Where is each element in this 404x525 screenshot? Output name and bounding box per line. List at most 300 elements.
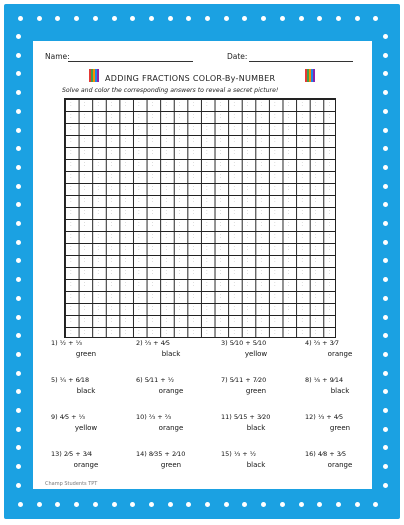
grid-cell-mark: · · <box>274 328 276 335</box>
color-by-number-grid[interactable] <box>64 98 336 338</box>
grid-cell-mark: · · <box>178 232 181 239</box>
grid-cell-mark: · · <box>233 184 235 191</box>
grid-cell-mark: · · <box>70 208 72 215</box>
grid-cell-mark: · · <box>328 232 331 239</box>
grid-cell-mark: · · <box>110 148 113 155</box>
grid-cell-mark: · · <box>110 112 113 119</box>
grid-cell-mark: · · <box>314 184 317 191</box>
problem-16 <box>305 450 375 469</box>
grid-cell-mark: · · <box>124 244 127 251</box>
grid-cell-mark: · · <box>314 136 317 143</box>
grid-cell-mark: · · <box>83 196 86 203</box>
grid-cell-mark: · · <box>206 208 208 215</box>
grid-cell-mark: · · <box>260 100 263 107</box>
problem-question: 15) ⅓ + ½ <box>221 450 257 458</box>
grid-cell-mark: · · <box>70 304 72 311</box>
grid-cell-mark: · · <box>246 208 249 215</box>
grid-cell-mark: · · <box>70 232 72 239</box>
grid-cell-mark: · · <box>97 208 99 215</box>
grid-cell-mark: · · <box>260 112 263 119</box>
border-dot <box>16 34 21 39</box>
grid-cell-mark: · · <box>274 244 276 251</box>
border-dot <box>299 16 304 21</box>
grid-cell-mark: · · <box>301 172 303 179</box>
grid-cell-mark: · · <box>301 112 303 119</box>
problem-question: 4) ⅔ + 3⁄7 <box>305 339 339 347</box>
grid-cell-mark: · · <box>151 196 154 203</box>
border-dot <box>383 165 388 170</box>
border-dot <box>16 90 21 95</box>
grid-cell-mark: · · <box>83 292 86 299</box>
grid-cell-mark: · · <box>110 304 113 311</box>
grid-cell-mark: · · <box>165 184 167 191</box>
grid-cell-mark: · · <box>83 172 86 179</box>
grid-cell-mark: · · <box>138 268 140 275</box>
grid-cell-mark: · · <box>301 304 303 311</box>
problem-color: black <box>76 387 96 395</box>
title-bar <box>33 66 372 84</box>
grid-cell-mark: · · <box>328 220 331 227</box>
grid-cell-mark: · · <box>260 160 263 167</box>
problem-question: 7) 5⁄11 + 7⁄20 <box>221 376 267 384</box>
grid-cell-mark: · · <box>301 124 303 131</box>
grid-cell-mark: · · <box>165 148 167 155</box>
border-dot <box>16 53 21 58</box>
grid-cell-mark: · · <box>110 208 113 215</box>
grid-cell-mark: · · <box>192 220 195 227</box>
grid-cell-mark: · · <box>274 112 276 119</box>
grid-cell-mark: · · <box>165 268 167 275</box>
grid-cell-mark: · · <box>301 280 303 287</box>
grid-cell-mark: · · <box>70 148 72 155</box>
grid-cell-mark: · · <box>219 148 222 155</box>
grid-cell-mark: · · <box>274 280 276 287</box>
grid-cell-mark: · · <box>233 172 235 179</box>
problem-color: green <box>75 350 97 358</box>
grid-cell-mark: · · <box>206 196 208 203</box>
grid-cell-mark: · · <box>260 196 263 203</box>
grid-cell-mark: · · <box>287 208 290 215</box>
grid-cell-mark: · · <box>314 160 317 167</box>
border-dot <box>16 445 21 450</box>
grid-cell-mark: · · <box>274 184 276 191</box>
grid-cell-mark: · · <box>328 124 331 131</box>
grid-cell-mark: · · <box>151 292 154 299</box>
date-line[interactable] <box>249 61 353 62</box>
grid-cell-mark: · · <box>138 220 140 227</box>
grid-cell-mark: · · <box>246 184 249 191</box>
grid-cell-mark: · · <box>328 112 331 119</box>
grid-cell-mark: · · <box>219 316 222 323</box>
grid-cell-mark: · · <box>246 292 249 299</box>
grid-cell-mark: · · <box>314 256 317 263</box>
grid-cell-mark: · · <box>233 196 235 203</box>
grid-cell-mark: · · <box>287 316 290 323</box>
grid-cell-mark: · · <box>138 136 140 143</box>
problem-5 <box>51 376 121 395</box>
border-dot <box>55 502 60 507</box>
border-dot <box>16 165 21 170</box>
grid-cell-mark: · · <box>287 196 290 203</box>
grid-cell-mark: · · <box>233 112 235 119</box>
problem-color: orange <box>73 461 99 469</box>
grid-cell-mark: · · <box>301 220 303 227</box>
grid-cell-mark: · · <box>178 220 181 227</box>
grid-cell-mark: · · <box>314 100 317 107</box>
grid-cell-mark: · · <box>83 136 86 143</box>
grid-cell-mark: · · <box>246 220 249 227</box>
grid-cell-mark: · · <box>192 232 195 239</box>
grid-cell-mark: · · <box>70 280 72 287</box>
grid-cell-mark: · · <box>97 292 99 299</box>
border-dot <box>261 16 266 21</box>
grid-cell-mark: · · <box>165 328 167 335</box>
grid-cell-mark: · · <box>97 148 99 155</box>
grid-cell-mark: · · <box>83 184 86 191</box>
grid-cell-mark: · · <box>287 112 290 119</box>
grid-cell-mark: · · <box>219 256 222 263</box>
grid-cell-mark: · · <box>206 232 208 239</box>
border-dot <box>16 483 21 488</box>
border-dot <box>149 16 154 21</box>
grid-cell-mark: · · <box>219 208 222 215</box>
grid-cell-mark: · · <box>70 184 72 191</box>
grid-cell-mark: · · <box>219 232 222 239</box>
border-dot <box>149 502 154 507</box>
grid-cell-mark: · · <box>287 280 290 287</box>
grid-cell-mark: · · <box>138 316 140 323</box>
grid-cell-mark: · · <box>328 256 331 263</box>
grid-cell-mark: · · <box>192 316 195 323</box>
border-dot <box>16 277 21 282</box>
border-dot <box>168 502 173 507</box>
grid-cell-mark: · · <box>124 256 127 263</box>
grid-cell-mark: · · <box>287 292 290 299</box>
problem-question: 10) ⅔ + ⅔ <box>136 413 172 421</box>
grid-cell-mark: · · <box>328 244 331 251</box>
grid-cell-mark: · · <box>246 172 249 179</box>
problem-color: orange <box>327 350 353 358</box>
grid-cell-mark: · · <box>219 304 222 311</box>
grid-cell-mark: · · <box>138 172 140 179</box>
grid-cell-mark: · · <box>110 232 113 239</box>
grid-cell-mark: · · <box>233 208 235 215</box>
grid-cell-mark: · · <box>233 328 235 335</box>
border-dot <box>383 315 388 320</box>
grid-cell-mark: · · <box>206 112 208 119</box>
border-dot <box>317 16 322 21</box>
border-dot <box>383 352 388 357</box>
grid-cell-mark: · · <box>151 148 154 155</box>
grid-cell-mark: · · <box>124 316 127 323</box>
grid-cell-mark: · · <box>110 268 113 275</box>
problem-question: 14) 8⁄35 + 2⁄10 <box>136 450 186 458</box>
grid-cell-mark: · · <box>301 184 303 191</box>
grid-cell-mark: · · <box>70 244 72 251</box>
problem-10 <box>136 413 206 432</box>
border-dot <box>16 296 21 301</box>
grid-cell-mark: · · <box>233 136 235 143</box>
grid-cell-mark: · · <box>178 112 181 119</box>
grid-cell-mark: · · <box>110 100 113 107</box>
grid-cell-mark: · · <box>192 136 195 143</box>
border-dot <box>383 389 388 394</box>
grid-cell-mark: · · <box>124 100 127 107</box>
grid-cell-mark: · · <box>138 124 140 131</box>
border-dot <box>16 389 21 394</box>
grid-cell-mark: · · <box>328 328 331 335</box>
grid-cell-mark: · · <box>151 184 154 191</box>
grid-cell-mark: · · <box>178 268 181 275</box>
grid-cell-mark: · · <box>165 220 167 227</box>
grid-cell-mark: · · <box>233 256 235 263</box>
problem-question: 11) 5⁄15 + 3⁄20 <box>221 413 271 421</box>
grid-cell-mark: · · <box>110 136 113 143</box>
name-line[interactable] <box>68 61 193 62</box>
grid-cell-mark: · · <box>192 100 195 107</box>
problem-color: black <box>246 461 266 469</box>
grid-cell-mark: · · <box>246 280 249 287</box>
problem-color: orange <box>158 424 184 432</box>
instructions: Solve and color the corresponding answers to reveal a secret picture! <box>62 87 279 94</box>
grid-cell-mark: · · <box>124 268 127 275</box>
grid-cell-mark: · · <box>233 244 235 251</box>
grid-cell-mark: · · <box>192 196 195 203</box>
problem-4 <box>305 339 375 358</box>
grid-cell-mark: · · <box>151 304 154 311</box>
grid-cell-mark: · · <box>260 232 263 239</box>
grid-cell-mark: · · <box>110 160 113 167</box>
grid-cell-mark: · · <box>314 112 317 119</box>
border-dot <box>383 221 388 226</box>
grid-cell-mark: · · <box>314 148 317 155</box>
grid-cell-mark: · · <box>260 280 263 287</box>
grid-cell-mark: · · <box>287 256 290 263</box>
grid-cell-mark: · · <box>233 124 235 131</box>
grid-cell-mark: · · <box>274 196 276 203</box>
problem-color: yellow <box>244 350 268 358</box>
grid-cell-mark: · · <box>219 124 222 131</box>
border-dot <box>130 502 135 507</box>
crayon-icon-left <box>89 69 99 82</box>
grid-cell-mark: · · <box>83 160 86 167</box>
border-dot <box>383 90 388 95</box>
grid-cell-mark: · · <box>260 268 263 275</box>
grid-cell-mark: · · <box>314 304 317 311</box>
grid-cell-mark: · · <box>233 232 235 239</box>
grid-cell-mark: · · <box>274 304 276 311</box>
border-dot <box>16 202 21 207</box>
grid-cell-mark: · · <box>246 136 249 143</box>
grid-cell-mark: · · <box>328 208 331 215</box>
grid-cell-mark: · · <box>83 316 86 323</box>
grid-cell-mark: · · <box>83 280 86 287</box>
grid-cell-mark: · · <box>219 268 222 275</box>
grid-cell-mark: · · <box>110 316 113 323</box>
border-dot <box>383 128 388 133</box>
grid-cell-mark: · · <box>246 124 249 131</box>
grid-cell-mark: · · <box>165 316 167 323</box>
grid-cell-mark: · · <box>287 124 290 131</box>
grid-cell-mark: · · <box>165 232 167 239</box>
grid-cell-mark: · · <box>178 292 181 299</box>
grid-cell-mark: · · <box>314 280 317 287</box>
grid-cell-mark: · · <box>328 160 331 167</box>
grid-cell-mark: · · <box>70 136 72 143</box>
grid-cell-mark: · · <box>165 304 167 311</box>
border-dot <box>168 16 173 21</box>
grid-cell-mark: · · <box>83 256 86 263</box>
grid-cell-mark: · · <box>219 244 222 251</box>
grid-cell-mark: · · <box>192 268 195 275</box>
grid-cell-mark: · · <box>206 280 208 287</box>
grid-cell-mark: · · <box>138 232 140 239</box>
border-dot <box>383 53 388 58</box>
grid-cell-mark: · · <box>97 160 99 167</box>
border-dot <box>383 408 388 413</box>
page-title: ADDING FRACTIONS COLOR-By-NUMBER <box>105 74 276 83</box>
grid-cell-mark: · · <box>328 304 331 311</box>
grid-cell-mark: · · <box>206 100 208 107</box>
grid-cell-mark: · · <box>246 256 249 263</box>
grid-cell-mark: · · <box>83 232 86 239</box>
grid-cell-mark: · · <box>178 172 181 179</box>
border-dot <box>355 502 360 507</box>
grid-cell-mark: · · <box>83 220 86 227</box>
grid-cell-mark: · · <box>192 172 195 179</box>
problem-color: black <box>161 350 181 358</box>
border-dot <box>383 483 388 488</box>
border-dot <box>373 502 378 507</box>
grid-cell-mark: · · <box>301 148 303 155</box>
grid-cell-mark: · · <box>328 292 331 299</box>
grid-cell-mark: · · <box>83 100 86 107</box>
grid-cell-mark: · · <box>138 304 140 311</box>
grid-cell-mark: · · <box>138 292 140 299</box>
problem-question: 1) ½ + ⅓ <box>51 339 82 347</box>
worksheet <box>33 41 372 489</box>
problem-3 <box>221 339 291 358</box>
border-dot <box>16 240 21 245</box>
grid-cell-mark: · · <box>192 148 195 155</box>
grid-cell-mark: · · <box>328 136 331 143</box>
border-dot <box>280 502 285 507</box>
grid-cell-mark: · · <box>287 220 290 227</box>
grid-cell-mark: · · <box>314 316 317 323</box>
border-dot <box>336 16 341 21</box>
grid-cell-mark: · · <box>328 100 331 107</box>
grid-cell-mark: · · <box>110 280 113 287</box>
grid-cell-mark: · · <box>110 184 113 191</box>
grid-cell-mark: · · <box>328 316 331 323</box>
grid-cell-mark: · · <box>246 268 249 275</box>
grid-cell-mark: · · <box>138 148 140 155</box>
grid-cell-mark: · · <box>328 196 331 203</box>
grid-cell-mark: · · <box>274 220 276 227</box>
grid-cell-mark: · · <box>260 244 263 251</box>
grid-cell-mark: · · <box>301 244 303 251</box>
grid-cell-mark: · · <box>178 328 181 335</box>
grid-cell-mark: · · <box>138 256 140 263</box>
grid-cell-mark: · · <box>287 100 290 107</box>
grid-cell-mark: · · <box>301 136 303 143</box>
grid-cell-mark: · · <box>206 220 208 227</box>
border-dot <box>74 502 79 507</box>
grid-cell-mark: · · <box>274 256 276 263</box>
grid-cell-mark: · · <box>70 124 72 131</box>
grid-cell-mark: · · <box>206 304 208 311</box>
problem-color: black <box>330 387 350 395</box>
grid-cell-mark: · · <box>233 100 235 107</box>
grid-cell-mark: · · <box>287 184 290 191</box>
grid-cell-mark: · · <box>206 268 208 275</box>
grid-cell-mark: · · <box>328 184 331 191</box>
grid-cell-mark: · · <box>260 328 263 335</box>
grid-cell-mark: · · <box>70 220 72 227</box>
grid-cell-mark: · · <box>178 316 181 323</box>
grid-cell-mark: · · <box>301 100 303 107</box>
grid-cell-mark: · · <box>97 280 99 287</box>
name-label: Name: <box>45 52 70 61</box>
problem-12 <box>305 413 375 432</box>
grid-cell-mark: · · <box>287 328 290 335</box>
grid-cell-mark: · · <box>206 184 208 191</box>
border-dot <box>383 371 388 376</box>
grid-cell-mark: · · <box>70 172 72 179</box>
grid-cell-mark: · · <box>124 136 127 143</box>
grid-cell-mark: · · <box>192 280 195 287</box>
grid-cell-mark: · · <box>165 280 167 287</box>
grid-cell-mark: · · <box>97 112 99 119</box>
border-dot <box>383 202 388 207</box>
grid-cell-mark: · · <box>138 112 140 119</box>
grid-cell-mark: · · <box>97 268 99 275</box>
grid-cell-mark: · · <box>70 196 72 203</box>
grid-cell-mark: · · <box>233 268 235 275</box>
border-dot <box>383 464 388 469</box>
grid-cell-mark: · · <box>110 196 113 203</box>
grid-cell-mark: · · <box>83 304 86 311</box>
grid-cell-mark: · · <box>70 292 72 299</box>
grid-cell-mark: · · <box>83 112 86 119</box>
grid-cell-mark: · · <box>192 244 195 251</box>
problem-15 <box>221 450 291 469</box>
grid-cell-mark: · · <box>178 244 181 251</box>
problem-9 <box>51 413 121 432</box>
border-dot <box>18 502 23 507</box>
grid-cell-mark: · · <box>260 256 263 263</box>
grid-cell-mark: · · <box>151 112 154 119</box>
grid-cell-mark: · · <box>328 280 331 287</box>
grid-cell-mark: · · <box>124 148 127 155</box>
grid-cell-mark: · · <box>206 148 208 155</box>
grid-cell-mark: · · <box>192 328 195 335</box>
border-dot <box>37 502 42 507</box>
border-dot <box>383 184 388 189</box>
grid-cell-mark: · · <box>274 208 276 215</box>
grid-cell-mark: · · <box>260 316 263 323</box>
grid-cell-mark: · · <box>206 172 208 179</box>
problem-question: 5) ¼ + 6⁄18 <box>51 376 90 384</box>
grid-cell-mark: · · <box>151 220 154 227</box>
grid-cell-mark: · · <box>287 136 290 143</box>
grid-cell-mark: · · <box>274 292 276 299</box>
grid-cell-mark: · · <box>110 244 113 251</box>
grid-cell-mark: · · <box>246 196 249 203</box>
grid-cell-mark: · · <box>246 100 249 107</box>
grid-cell-mark: · · <box>260 148 263 155</box>
grid-cell-mark: · · <box>138 184 140 191</box>
